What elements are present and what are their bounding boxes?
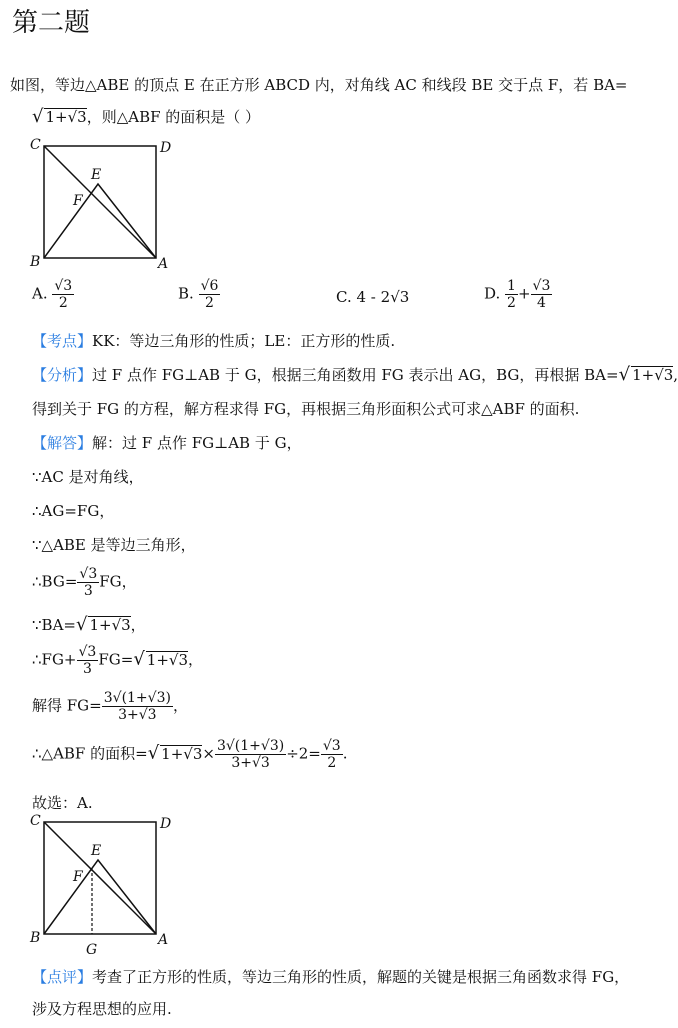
- option-d[interactable]: D. $\frac{1}{2}$ + $\frac{√3}{4}$: [484, 278, 551, 312]
- label-g: G: [86, 942, 98, 958]
- diagonal-ac: [44, 146, 156, 258]
- jieda-line-5: ∴BG= $\frac{√3}{3}$ FG，: [32, 566, 137, 600]
- fenxi-line-1: 【分析】过 F 点作 FG⊥AB 于 G，根据三角函数用 FG 表示出 AG，BG，再根据 BA=√ 1+√3,: [32, 364, 678, 385]
- dianping-tag: 【点评】: [32, 968, 93, 986]
- jieda-line-8: 解得 FG= $\frac{3√(1+√3)}{3+√3}$ ，: [32, 690, 188, 724]
- guxuan-line: 故选：A.: [32, 794, 93, 812]
- label-e-2: E: [91, 843, 102, 859]
- triangle-abe-2: [44, 860, 156, 934]
- dianping-line-1: 【点评】考查了正方形的性质，等边三角形的性质，解题的关键是根据三角函数求得 FG，: [32, 968, 630, 986]
- kaodian-tag: 【考点】: [32, 332, 93, 350]
- option-c[interactable]: C. 4 - 2√3: [336, 288, 410, 306]
- label-b: B: [30, 254, 41, 270]
- question-line-1: 如图，等边△ABE 的顶点 E 在正方形 ABCD 内，对角线 AC 和线段 BE 交于点 F，若 BA=: [10, 76, 628, 94]
- label-b-2: B: [30, 930, 41, 946]
- kaodian-line: 【考点】KK：等边三角形的性质；LE：正方形的性质.: [32, 332, 396, 350]
- figure-square-1: [28, 137, 188, 272]
- label-a: A: [158, 256, 169, 272]
- label-a-2: A: [158, 932, 169, 948]
- jieda-line-3: ∴AG=FG，: [32, 502, 115, 520]
- jieda-line-9: ∴△ABF 的面积=√ 1+√3× $\frac{3√(1+√3)}{3+√3}$ ÷2= $\frac{√3}{2}$ .: [32, 738, 348, 772]
- label-d-2: D: [160, 816, 172, 832]
- question-line-2: √ 1+√3，则△ABF 的面积是（ ）: [32, 106, 261, 127]
- label-f: F: [73, 193, 83, 209]
- triangle-abe: [44, 184, 156, 258]
- page-title: 第二题: [12, 8, 91, 38]
- jieda-line-6: ∵BA=√ 1+√3，: [32, 614, 146, 635]
- fenxi-tag: 【分析】: [32, 366, 93, 384]
- option-b[interactable]: B. $\frac{√6}{2}$: [178, 278, 219, 312]
- jieda-tag: 【解答】: [32, 434, 93, 452]
- figure-square-2: [28, 812, 188, 960]
- jieda-line-1: 【解答】解：过 F 点作 FG⊥AB 于 G，: [32, 434, 302, 452]
- jieda-line-4: ∵△ABE 是等边三角形，: [32, 536, 196, 554]
- jieda-line-2: ∵AC 是对角线，: [32, 468, 144, 486]
- label-c-2: C: [30, 813, 41, 829]
- jieda-line-7: ∴FG+ $\frac{√3}{3}$ FG=√ 1+√3，: [32, 644, 204, 678]
- label-e: E: [91, 167, 102, 183]
- diagonal-ac-2: [44, 822, 156, 934]
- label-f-2: F: [73, 869, 83, 885]
- option-a[interactable]: A. $\frac{√3}{2}$: [32, 278, 73, 312]
- label-c: C: [30, 137, 41, 153]
- dianping-line-2: 涉及方程思想的应用.: [32, 1000, 172, 1018]
- label-d: D: [160, 140, 172, 156]
- fenxi-line-2: 得到关于 FG 的方程，解方程求得 FG，再根据三角形面积公式可求△ABF 的面积.: [32, 400, 580, 418]
